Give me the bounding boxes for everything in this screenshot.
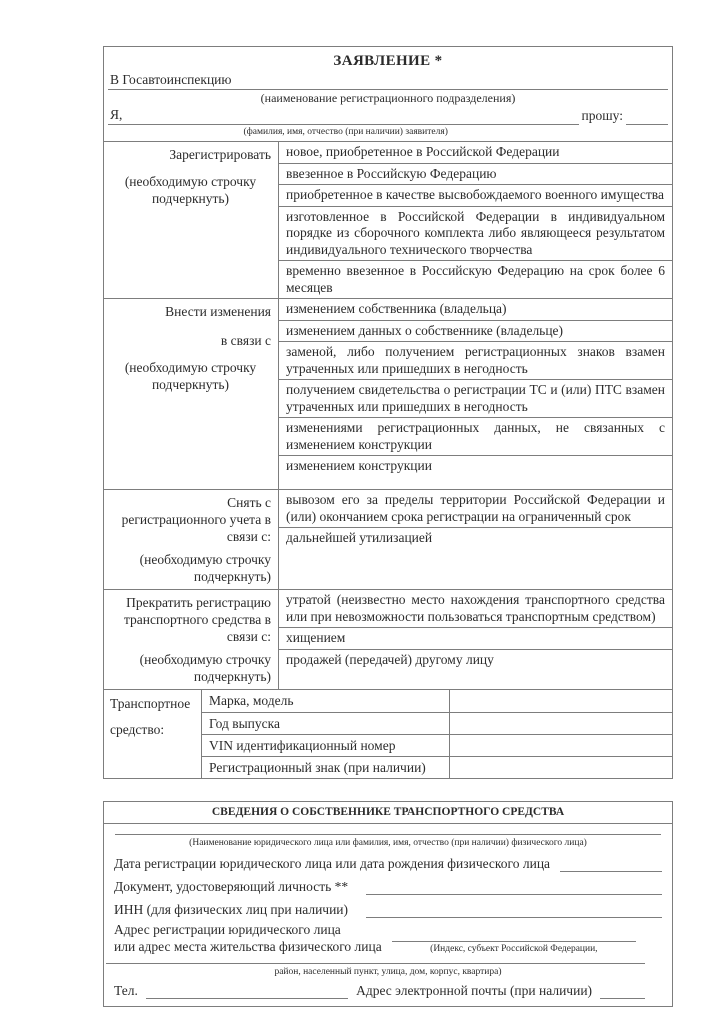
owner-info-table (103, 801, 673, 1007)
vehicle-plate-value-cell[interactable] (450, 757, 672, 778)
vehicle-label-line: средство: (110, 722, 165, 737)
option-row[interactable]: дальнейшей утилизацией (279, 527, 672, 574)
option-row[interactable]: приобретенное в качестве высвобождаемого военного имущества (279, 184, 672, 206)
section-label-line: связи с: (226, 629, 271, 644)
vehicle-rows (202, 690, 672, 778)
owner-address-label: Адрес регистрации юридического лица или адрес места жительства физического лица (114, 922, 382, 954)
owner-email-label: Адрес электронной почты (при наличии) (356, 983, 593, 998)
registration-unit-label: В Госавтоинспекцию (110, 72, 232, 87)
section-label-line: связи с: (226, 529, 271, 544)
owner-identity-input-line[interactable] (366, 878, 662, 895)
underline-note: (необходимую строчку подчеркнуть) (139, 552, 271, 584)
section-amend-label-cell (104, 299, 279, 489)
owner-name-input-line[interactable] (115, 828, 661, 835)
owner-name-caption: (Наименование юридического лица или фамилия, имя, отчество (при наличии) физического лица) (189, 838, 587, 848)
owner-tel-label: Тел. (114, 983, 138, 998)
section-label-line: Зарегистрировать (169, 147, 271, 162)
owner-section-body (104, 824, 672, 1006)
option-row[interactable]: вывозом его за пределы территории Российской Федерации и (или) окончанием срока регистрации на ограниченный срок (286, 492, 665, 524)
option-row[interactable]: хищением (279, 627, 672, 649)
section-deregister-label-cell (104, 490, 279, 589)
vehicle-row (202, 734, 672, 756)
applicant-line (108, 106, 668, 125)
option-row[interactable]: новое, приобретенное в Российской Федерации (286, 144, 560, 159)
owner-address-row (114, 921, 662, 955)
section-terminate-label-cell (104, 590, 279, 689)
option-row[interactable]: изменениями регистрационных данных, не связанных с изменением конструкции (279, 417, 672, 455)
section-terminate-options (279, 590, 672, 689)
section-register-options (279, 142, 672, 298)
option-row[interactable]: изменением конструкции (279, 455, 672, 489)
application-table (103, 46, 673, 779)
section-label-line: Снять с (227, 495, 271, 510)
underline-note: (необходимую строчку подчеркнуть) (124, 174, 257, 206)
vehicle-year-label: Год выпуска (202, 713, 450, 734)
form-content (103, 46, 673, 1007)
owner-contacts-row (114, 981, 662, 999)
vehicle-row (202, 712, 672, 734)
form-header (104, 47, 672, 141)
section-amend-options (279, 299, 672, 489)
vehicle-vin-label: VIN идентификационный номер (202, 735, 450, 756)
section-register (104, 141, 672, 298)
owner-section-title: СВЕДЕНИЯ О СОБСТВЕННИКЕ ТРАНСПОРТНОГО СРЕДСТВА (104, 802, 672, 824)
vehicle-row (202, 690, 672, 712)
applicant-prefix: Я, (110, 107, 123, 122)
owner-address-caption-top: (Индекс, субъект Российской Федерации, (430, 944, 598, 954)
section-deregister (104, 489, 672, 589)
vehicle-year-value-cell[interactable] (450, 713, 672, 734)
vehicle-label-line: Транспортное (110, 696, 191, 711)
option-row[interactable]: изменением собственника (владельца) (286, 301, 507, 316)
owner-identity-row (114, 877, 662, 895)
owner-date-input-line[interactable] (560, 855, 662, 872)
section-label-line: Прекратить регистрацию (126, 595, 271, 610)
owner-inn-row (114, 900, 662, 918)
option-row[interactable]: временно ввезенное в Российскую Федерацию на срок более 6 месяцев (279, 260, 672, 298)
applicant-caption: (фамилия, имя, отчество (при наличии) заявителя) (243, 127, 448, 137)
section-label-line: в связи с (220, 333, 271, 348)
underline-note: (необходимую строчку подчеркнуть) (124, 360, 257, 392)
option-row[interactable]: получением свидетельства о регистрации ТС и (или) ПТС взамен утраченных или пришедших в негодность (279, 379, 672, 417)
section-register-label-cell (104, 142, 279, 298)
section-terminate (104, 589, 672, 689)
option-row[interactable]: продажей (передачей) другому лицу (279, 649, 672, 679)
owner-address-caption-bottom: район, населенный пункт, улица, дом, корпус, квартира) (274, 967, 502, 977)
owner-address-input-line-2[interactable] (106, 955, 645, 964)
section-label-line: Внести изменения (165, 304, 271, 319)
owner-address-input (392, 927, 662, 955)
applicant-name-input-line[interactable] (108, 106, 579, 125)
option-row[interactable]: заменой, либо получением регистрационных знаков взамен утраченных или пришедших в негодность (279, 341, 672, 379)
vehicle-make-label: Марка, модель (202, 690, 450, 712)
registration-unit-caption: (наименование регистрационного подразделения) (260, 91, 516, 105)
option-row[interactable]: изменением данных о собственнике (владельце) (279, 320, 672, 342)
owner-date-row (114, 854, 662, 872)
vehicle-make-value-cell[interactable] (450, 690, 672, 712)
section-vehicle (104, 689, 672, 778)
section-label-line: регистрационного учета в (121, 512, 271, 527)
vehicle-plate-label: Регистрационный знак (при наличии) (202, 757, 450, 778)
underline-note: (необходимую строчку подчеркнуть) (139, 652, 271, 684)
form-title: ЗАЯВЛЕНИЕ * (333, 53, 443, 69)
request-label: прошу: (581, 108, 623, 123)
owner-inn-input-line[interactable] (366, 901, 662, 918)
option-row[interactable]: изготовленное в Российской Федерации в индивидуальном порядке из сборочного комплекта либо являющееся результатом индивидуального технического творчества (279, 206, 672, 261)
owner-identity-label: Документ, удостоверяющий личность ** (114, 879, 349, 894)
registration-unit-line[interactable] (108, 71, 668, 90)
option-row[interactable]: утратой (неизвестно место нахождения транспортного средства или при невозможности пользоваться транспортным средством) (286, 592, 665, 624)
vehicle-label-cell (104, 690, 202, 778)
owner-tel-input-line[interactable] (146, 983, 348, 999)
option-row[interactable]: ввезенное в Российскую Федерацию (279, 163, 672, 185)
owner-inn-label: ИНН (для физических лиц при наличии) (114, 902, 349, 917)
section-amend (104, 298, 672, 489)
vehicle-row (202, 756, 672, 778)
section-deregister-options (279, 490, 672, 589)
owner-address-input-line[interactable] (392, 927, 636, 942)
owner-date-label: Дата регистрации юридического лица или дата рождения физического лица (114, 856, 551, 871)
owner-email-input-line[interactable] (600, 983, 645, 999)
request-tail-line[interactable] (626, 124, 668, 125)
section-label-line: транспортного средства в (123, 612, 271, 627)
vehicle-vin-value-cell[interactable] (450, 735, 672, 756)
